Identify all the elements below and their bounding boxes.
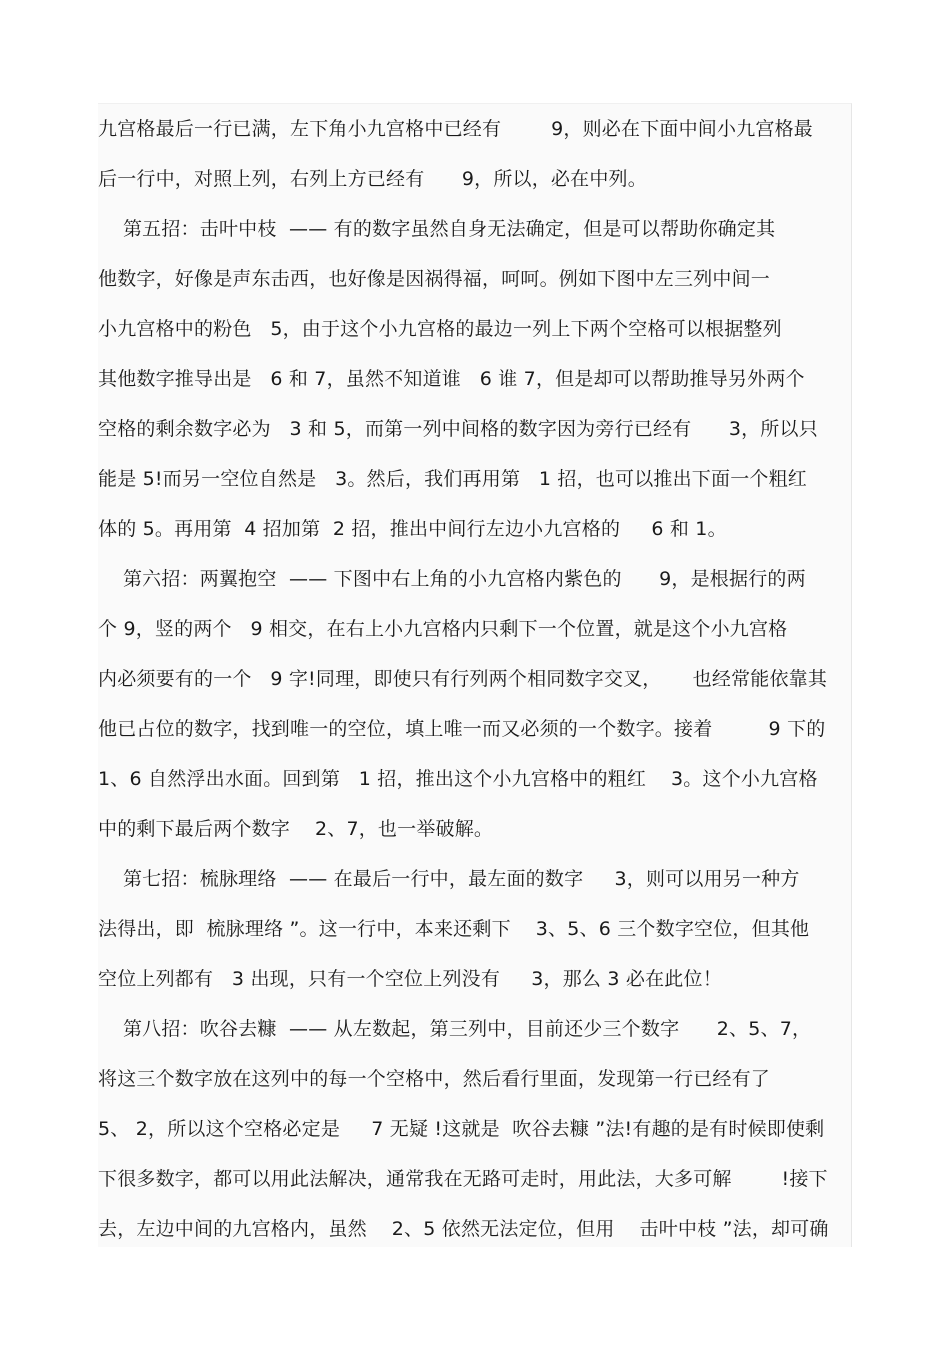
text-line: 其他数字推导出是 6 和 7，虽然不知道谁 6 谁 7，但是却可以帮助推导另外两个 — [98, 368, 805, 390]
paragraph-heading-line: 第六招：两翼抱空 —— 下图中右上角的小九宫格内紫色的 9，是根据行的两 — [98, 568, 806, 590]
text-line: 后一行中，对照上列，右列上方已经有 9，所以，必在中列。 — [98, 168, 647, 190]
text-line: 将这三个数字放在这列中的每一个空格中，然后看行里面，发现第一行已经有了 — [98, 1068, 771, 1090]
text-line: 5、 2，所以这个空格必定是 7 无疑 !这就是 吹谷去糠 ”法!有趣的是有时候即使剩 — [98, 1118, 825, 1140]
text-line: 法得出，即 梳脉理络 ”。这一行中，本来还剩下 3、5、6 三个数字空位，但其他 — [98, 918, 810, 940]
text-line: 内必须要有的一个 9 字!同理，即使只有行列两个相同数字交叉， 也经常能依靠其 — [98, 668, 828, 690]
paragraph-heading-line: 第五招：击叶中枝 —— 有的数字虽然自身无法确定，但是可以帮助你确定其 — [98, 218, 776, 240]
text-line: 九宫格最后一行已满，左下角小九宫格中已经有 9，则必在下面中间小九宫格最 — [98, 118, 814, 140]
paragraph-heading-line: 第八招：吹谷去糠 —— 从左数起，第三列中，目前还少三个数字 2、5、7， — [98, 1018, 812, 1040]
text-line: 他已占位的数字，找到唯一的空位，填上唯一而又必须的一个数字。接着 9 下的 — [98, 718, 826, 740]
text-line: 1、6 自然浮出水面。回到第 1 招，推出这个小九宫格中的粗红 3。这个小九宫格 — [98, 768, 818, 790]
text-line: 空位上列都有 3 出现，只有一个空位上列没有 3，那么 3 必在此位！ — [98, 968, 722, 990]
paragraph-heading-line: 第七招：梳脉理络 —— 在最后一行中，最左面的数字 3，则可以用另一种方 — [98, 868, 800, 890]
text-line: 能是 5!而另一空位自然是 3。然后，我们再用第 1 招，也可以推出下面一个粗红 — [98, 468, 808, 490]
text-line: 空格的剩余数字必为 3 和 5，而第一列中间格的数字因为旁行已经有 3，所以只 — [98, 418, 818, 440]
text-line: 体的 5。再用第 4 招加第 2 招，推出中间行左边小九宫格的 6 和 1。 — [98, 518, 727, 540]
text-line: 小九宫格中的粉色 5，由于这个小九宫格的最边一列上下两个空格可以根据整列 — [98, 318, 782, 340]
text-line: 去，左边中间的九宫格内，虽然 2、5 依然无法定位，但用 击叶中枝 ”法，却可确 — [98, 1218, 829, 1240]
text-line: 中的剩下最后两个数字 2、7，也一举破解。 — [98, 818, 494, 840]
document-page — [98, 103, 852, 1247]
text-line: 个 9，竖的两个 9 相交，在右上小九宫格内只剩下一个位置，就是这个小九宫格 — [98, 618, 788, 640]
text-line: 下很多数字，都可以用此法解决，通常我在无路可走时，用此法，大多可解 !接下 — [98, 1168, 828, 1190]
text-line: 他数字，好像是声东击西，也好像是因祸得福，呵呵。例如下图中左三列中间一 — [98, 268, 771, 290]
